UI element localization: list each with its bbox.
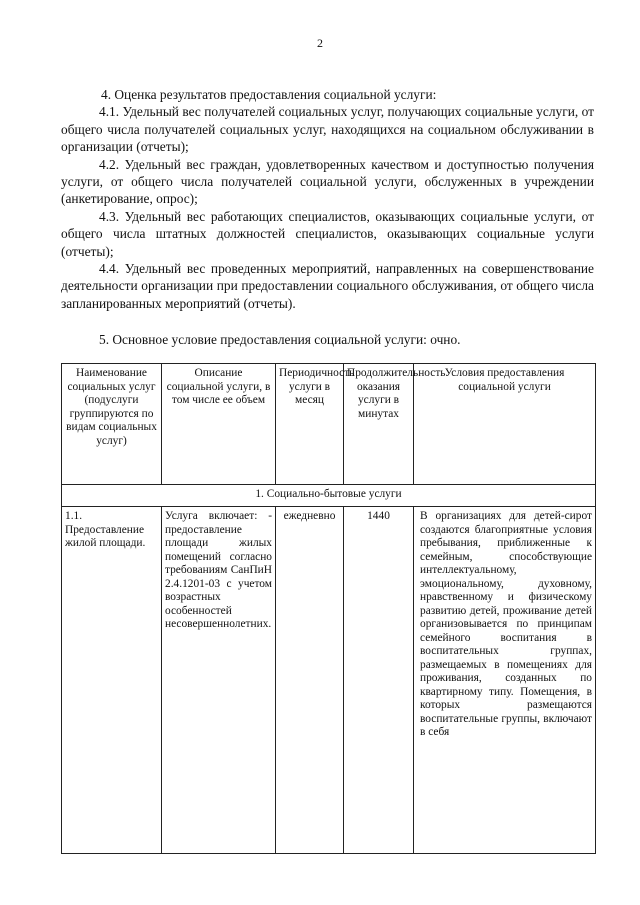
periodicity-cell: ежедневно [276, 507, 344, 854]
header-periodicity: Периодичность услуги в месяц [276, 364, 344, 485]
header-description: Описание социальной услуги, в том числе ее объем [162, 364, 276, 485]
section-5-heading: 5. Основное условие предоставления социальной услуги: очно. [99, 332, 461, 348]
paragraph-4-1: 4.1. Удельный вес получателей социальных услуг, получающих социальные услуги, от общего числа получателей социальных услуг, находящихся на социальном обслуживании в организации (отчеты); [61, 104, 594, 155]
section-title: 1. Социально-бытовые услуги [62, 485, 596, 507]
conditions-cell: В организациях для детей-сирот создаются благоприятные условия пребывания, приближенные к семейным, способствующие интеллектуальному, эмоциональному, духовному, нравственному и физическому развитию детей, проживание детей организовывается по принципам семейного воспитания в воспитательных группах, размещаемых в помещениях для проживания, созданных по квартирному типу. Помещения, в которых размещаются воспитательные группы, включают в себя [414, 507, 596, 854]
header-duration: Продолжительность оказания услуги в минутах [344, 364, 414, 485]
service-name-cell: 1.1. Предоставление жилой площади. [62, 507, 162, 854]
page-number: 2 [317, 36, 323, 50]
header-service-name: Наименование социальных услуг (подуслуги группируются по видам социальных услуг) [62, 364, 162, 485]
service-description-cell: Услуга включает: - предоставление площади жилых помещений согласно требованиям СанПиН 2.4.1201-03 с учетом возрастных особенностей несовершеннолетних. [162, 507, 276, 854]
table-row [62, 507, 596, 854]
paragraph-4-2: 4.2. Удельный вес граждан, удовлетворенных качеством и доступностью получения услуги, от общего числа получателей социальной услуги, обслуженных в учреждении (анкетирование, опрос); [61, 156, 594, 207]
paragraph-4-4: 4.4. Удельный вес проведенных мероприятий, направленных на совершенствование деятельности организации при предоставлении социального обслуживания, от общего числа запланированных мероприятий (отчеты). [61, 261, 594, 311]
section-4-heading: 4. Оценка результатов предоставления социальной услуги: [101, 87, 437, 102]
duration-cell: 1440 [344, 507, 414, 854]
table-header-row [62, 364, 596, 485]
document-body [61, 86, 594, 349]
table-section-row [62, 485, 596, 507]
header-conditions: Условия предоставления социальной услуги [414, 364, 596, 485]
paragraph-4-3: 4.3. Удельный вес работающих специалистов, оказывающих социальные услуги, от общего числа штатных должностей специалистов, оказывающих социальные услуги (отчеты); [61, 208, 594, 259]
services-table [61, 363, 596, 854]
